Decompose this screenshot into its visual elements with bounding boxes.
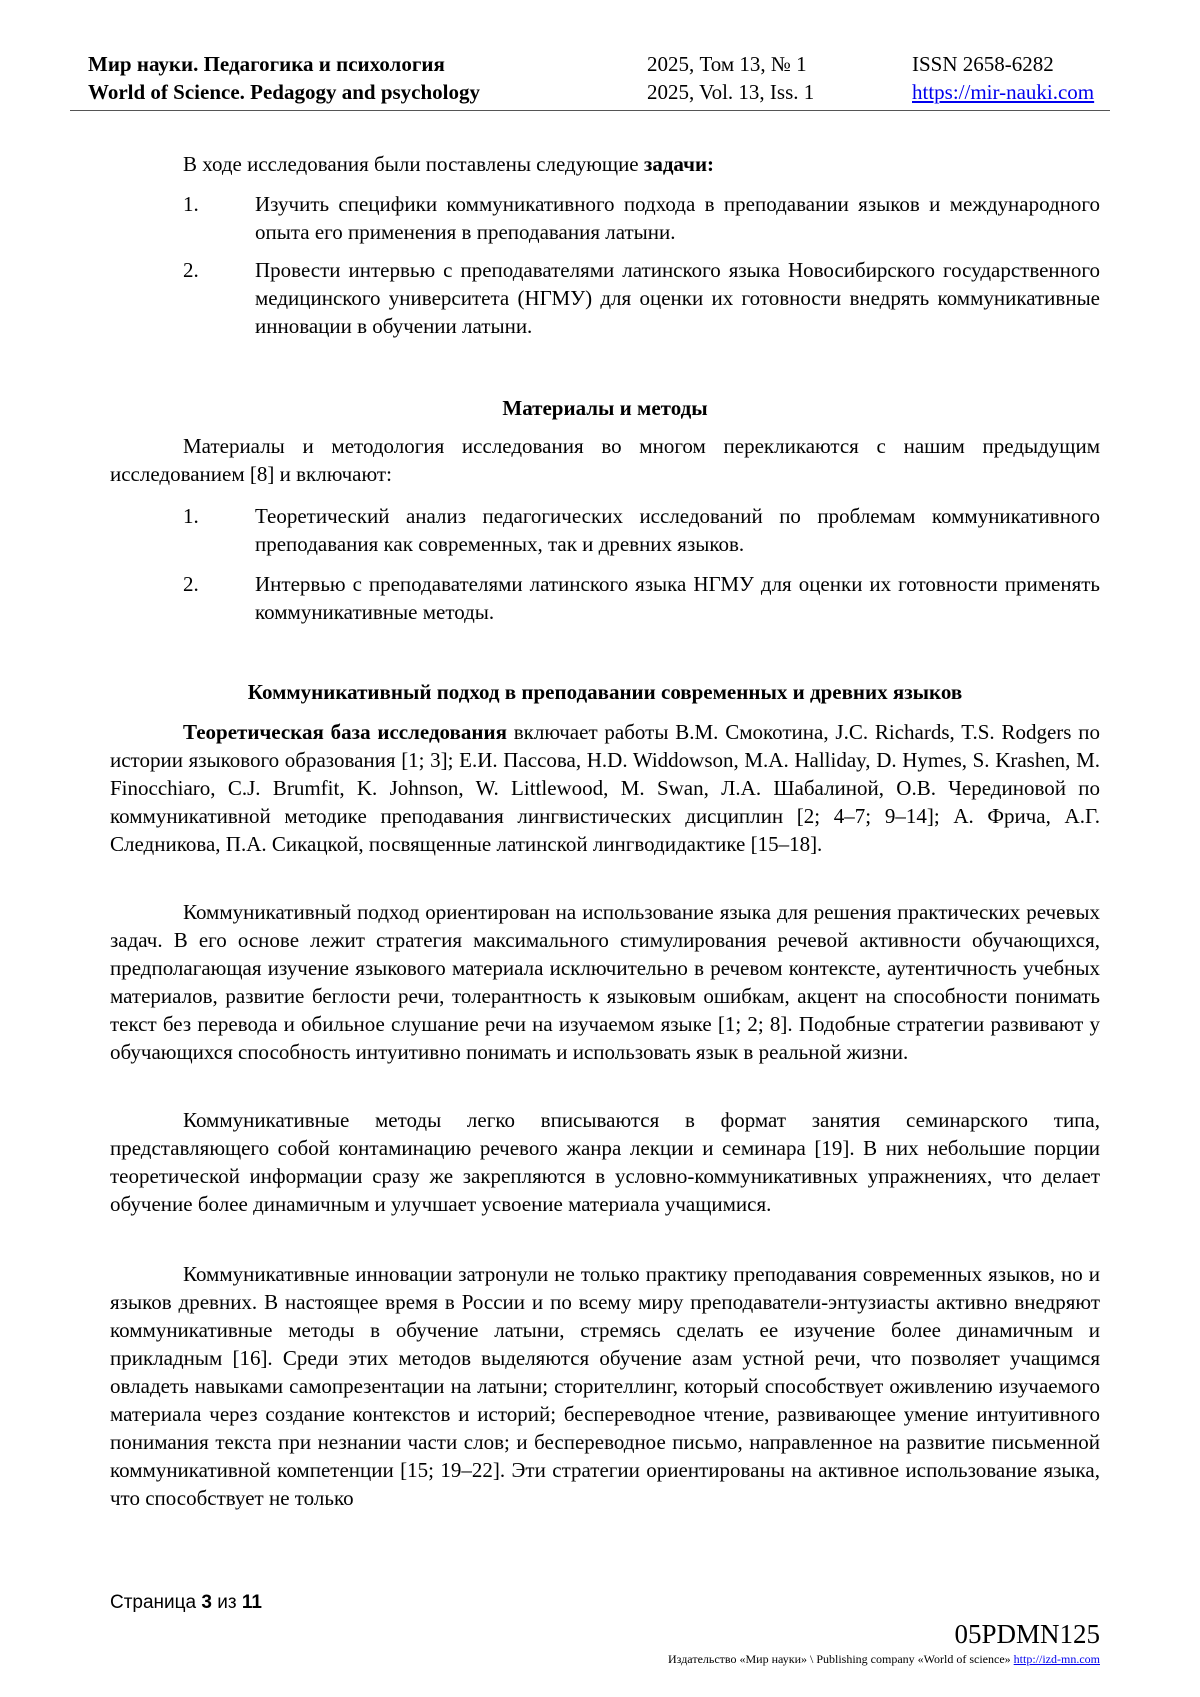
methods-intro: Материалы и методология исследования во многом перекликаются с нашим предыдущим исследованием [8] и включают: xyxy=(110,434,1100,486)
page-counter xyxy=(110,1590,262,1616)
list-item-number: 2. xyxy=(183,258,199,282)
paragraph-theory-bold: Теоретическая база исследования xyxy=(183,720,507,744)
publisher-text: Издательство «Мир науки» \ Publishing company «World of science» xyxy=(668,1652,1011,1666)
list-item-text: Изучить специфики коммуникативного подхода в преподавании языков и международного опыта его применения в преподавания латыни. xyxy=(255,192,1100,244)
list-item-number: 1. xyxy=(183,504,199,528)
paragraph-methods: Коммуникативные методы легко вписываются в формат занятия семинарского типа, представляющего собой контаминацию речевого жанра лекции и семинара [19]. В них небольшие порции теоретической информации сразу же закрепляются в условно-коммуникативных упражнениях, что делает обучение более динамичным и улучшает усвоение материала учащимися. xyxy=(110,1108,1100,1216)
header-divider xyxy=(70,110,1110,111)
issn-block xyxy=(912,50,1132,106)
issue-info-ru: 2025, Том 13, № 1 xyxy=(647,52,807,76)
paragraph-approach: Коммуникативный подход ориентирован на использование языка для решения практических речевых задач. В его основе лежит стратегия максимального стимулирования речевой активности обучающихся, предполагающая изучение языкового материала исключительно в речевом контексте, аутентичность учебных материалов, развитие беглости речи, толерантность к языковым ошибкам, акцент на способности понимать текст без перевода и обильное слушание речи на изучаемом языке [1; 2; 8]. Подобные стратегии развивают у обучающихся способность интуитивно понимать и использовать язык в реальной жизни. xyxy=(110,900,1100,1064)
tasks-intro-bold: задачи: xyxy=(643,152,715,176)
list-item-text: Интервью с преподавателями латинского языка НГМУ для оценки их готовности применять коммуникативные методы. xyxy=(255,572,1100,624)
issue-info xyxy=(647,50,907,106)
section-heading-methods: Материалы и методы xyxy=(502,396,708,420)
page-total: 11 xyxy=(241,1592,262,1613)
list-item-number: 1. xyxy=(183,192,199,216)
section-heading-communicative: Коммуникативный подход в преподавании современных и древних языков xyxy=(247,680,963,704)
tasks-intro-text: В ходе исследования были поставлены следующие xyxy=(183,152,644,176)
issn: ISSN 2658-6282 xyxy=(912,52,1054,76)
publisher-link[interactable]: http://izd-mn.com xyxy=(1013,1652,1100,1666)
document-code: 05PDMN125 xyxy=(954,1619,1100,1649)
journal-title xyxy=(88,50,648,106)
journal-title-ru: Мир науки. Педагогика и психология xyxy=(88,52,445,76)
paragraph-theory-text: включает работы В.М. Смокотина, J.C. Richards, T.S. Rodgers по истории языкового образования [1; 3]; Е.И. Пассова, H.D. Widdowson, M.A. Halliday, D. Hymes, S. Krashen, M. Finocchiaro, C.J. Brumfit, K. Johnson, W. Littlewood, M. Swan, Л.А. Шабалиной, О.В. Черединовой по коммуникативной методике преподавания лингвистических дисциплин [2; 4–7; 9–14]; А. Фрича, А.Г. Следникова, П.А. Сикацкой, посвященные латинской лингводидактике [15–18]. xyxy=(110,720,1100,856)
paragraph-innovations: Коммуникативные инновации затронули не только практику преподавания современных языков, но и языков древних. В настоящее время в России и по всему миру преподаватели-энтузиасты активно внедряют коммуникативные методы в обучение латыни, стремясь сделать ее изучение более динамичным и прикладным [16]. Среди этих методов выделяются обучение азам устной речи, что позволяет учащимся овладеть навыками самопрезентации на латыни; сторителлинг, который способствует оживлению изучаемого материала через создание контекстов и историй; беспереводное чтение, развивающее умение интуитивного понимания текста при незнании части слов; и беспереводное письмо, направленное на развитие письменной коммуникативной компетенции [15; 19–22]. Эти стратегии ориентированы на активное использование языка, что способствует не только xyxy=(110,1262,1100,1510)
journal-link[interactable]: https://mir-nauki.com xyxy=(912,80,1095,104)
list-item-text: Теоретический анализ педагогических исследований по проблемам коммуникативного преподавания как современных, так и древних языков. xyxy=(255,504,1100,556)
list-item-text: Провести интервью с преподавателями латинского языка Новосибирского государственного медицинского университета (НГМУ) для оценки их готовности внедрять коммуникативные инновации в обучении латыни. xyxy=(255,258,1100,338)
journal-title-en: World of Science. Pedagogy and psychology xyxy=(88,80,481,104)
tasks-intro xyxy=(110,150,1100,178)
page-of: из xyxy=(217,1592,237,1613)
page-word: Страница xyxy=(110,1592,197,1613)
paragraph-theory xyxy=(110,718,1100,858)
list-item-number: 2. xyxy=(183,572,199,596)
issue-info-en: 2025, Vol. 13, Iss. 1 xyxy=(647,80,815,104)
publisher-line xyxy=(668,1651,1100,1667)
page-current: 3 xyxy=(201,1592,212,1613)
